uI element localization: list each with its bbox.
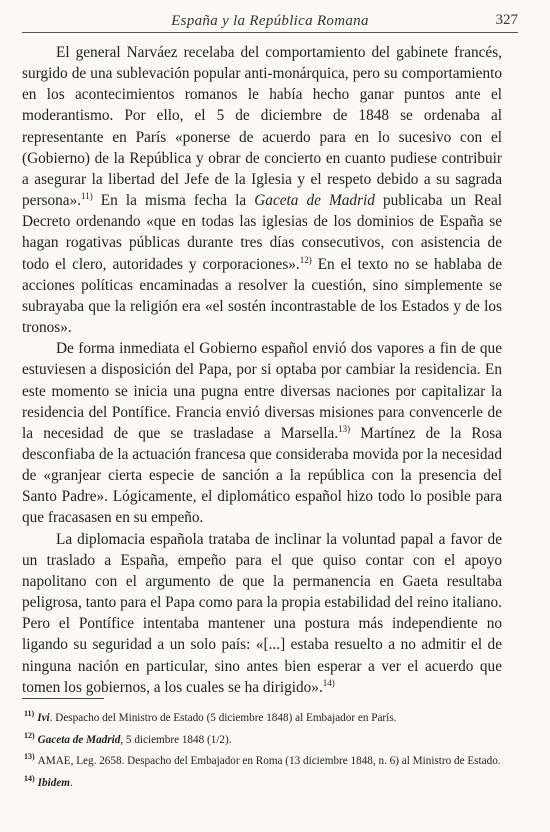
text-run: Martínez de la Rosa desconfiaba de la actuación francesa que consideraba movida por la necesidad de «granjear cierta especie de sanción a la república con la presencia del Santo Padre». Lógicamente, el diplomático español hizo todo lo posible para que fracasasen en su empeño. xyxy=(22,424,502,527)
footnote-ref: 11) xyxy=(81,191,93,201)
footnote xyxy=(22,711,502,727)
text-run: El general Narváez recelaba del comportamiento del gabinete francés, surgido de una sublevación popular anti-monárquica, pero su comportamiento en los acontecimientos romanos le había hecho ganar puntos ante el moderantismo. Por ello, el 5 de diciembre de 1848 se ordenaba al representante en París «ponerse de acuerdo para en lo sucesivo con el (Gobierno) de la República y obrar de concierto en cuanto pudiese contribuir a asegurar la libertad del Jefe de la Iglesia y el respeto debido a su sagrada persona». xyxy=(22,44,502,210)
footnote-number: 12) xyxy=(24,730,35,740)
italic-text: Gaceta de Madrid xyxy=(37,733,121,746)
italic-text: Ibidem xyxy=(37,776,70,789)
text-run: AMAE, Leg. 2658. Despacho del Embajador en Roma (13 diciembre 1848, n. 6) al Ministro de Estado. xyxy=(37,755,501,767)
footnote-number: 13) xyxy=(24,752,35,762)
footnote xyxy=(22,773,502,792)
footnote-ref: 13) xyxy=(338,423,351,434)
footnote xyxy=(22,730,502,749)
text-run: , 5 diciembre 1848 (1/2). xyxy=(120,733,232,746)
text-run: En la misma fecha la xyxy=(92,192,255,210)
running-title: España y la República Romana xyxy=(171,13,369,29)
paragraph xyxy=(22,42,502,338)
footnote xyxy=(22,754,502,770)
footnote-separator xyxy=(22,698,104,699)
page-number: 327 xyxy=(495,12,518,28)
footnote-ref: 12) xyxy=(299,254,312,265)
paragraph xyxy=(22,529,502,698)
paragraph xyxy=(22,338,502,528)
footnotes xyxy=(22,711,502,797)
text-run: La diplomacia española trataba de inclinar la voluntad papal a favor de un traslado a España, empeño para el que quiso contar con el apoyo napolitano con el argumento de que la permanencia en Gaeta resultaba peligrosa, tanto para el Papa como para la propia estabilidad del reino italiano. Pero el Pontífice intentaba mantener una postura más independiente no ligando su seguridad a un solo país: «[...] estaba resuelto a no admitir el de ninguna nación en particular, sino antes bien esperar a ver el acuerdo que tomen los gobiernos, a los cuales se ha dirigido». xyxy=(22,530,502,696)
text-run: De forma inmediata el Gobierno español envió dos vapores a fin de que estuviesen a disposición del Papa, por si optaba por cambiar la residencia. En este momento se inicia una pugna entre diversas naciones por capitalizar la residencia del Pontífice. Francia envió diversas misiones para convencerle de la necesidad de que se trasladase a Marsella. xyxy=(22,340,502,442)
footnote-number: 14) xyxy=(24,773,35,783)
text-run: publicaba un Real Decreto ordenando «que en todas las iglesias de los dominios de España se hagan rogativas públicas durante tres días consecutivos, con asistencia de todo el clero, autoridades y corporaciones». xyxy=(22,192,503,273)
text-run: . xyxy=(70,776,73,789)
footnote-number: 11) xyxy=(24,709,35,719)
running-header xyxy=(22,10,518,33)
italic-text: Gaceta de Madrid xyxy=(254,192,375,210)
body-text xyxy=(22,42,502,698)
text-run: . Despacho del Ministro de Estado (5 diciembre 1848) al Embajador en París. xyxy=(49,712,397,724)
italic-text: Ivi xyxy=(37,712,50,724)
text-run: En el texto no se hablaba de acciones políticas encaminadas a resolver la cuestión, sino simplemente se subrayaba que la religión era «el sostén incontrastable de los Estados y de los tronos». xyxy=(22,255,502,337)
footnote-ref: 14) xyxy=(322,677,335,688)
